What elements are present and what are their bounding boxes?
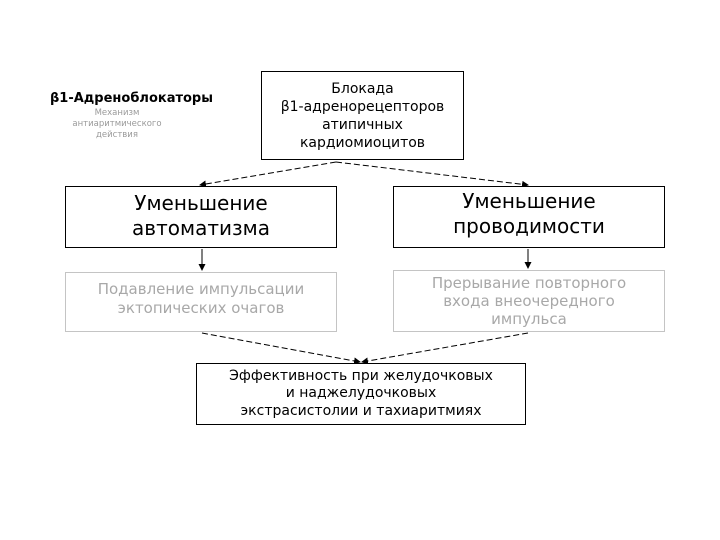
box-interruption-line: импульса	[491, 310, 567, 328]
slide-title: β1-Адреноблокаторы	[50, 91, 213, 106]
box-blockade-line: β1-адренорецепторов	[280, 98, 445, 115]
box-suppression-line: Подавление импульсации	[97, 280, 305, 298]
box-suppression-line: эктопических очагов	[117, 299, 285, 317]
box-effectiveness-line: экстрасистолии и тахиаритмиях	[240, 402, 482, 419]
arrow-interruption-to-effectiveness	[362, 333, 528, 362]
box-interruption-line: входа внеочередного	[443, 292, 615, 310]
box-reduced-automatism	[65, 186, 337, 248]
box-interruption-line: Прерывание повторного	[431, 274, 627, 292]
box-blockade-line: кардиомиоцитов	[299, 134, 426, 151]
box-effectiveness	[196, 363, 526, 425]
slide-subtitle: Механизм антиаритмического действия	[72, 108, 162, 140]
arrow-blockade-to-automatism	[200, 162, 336, 185]
box-effectiveness-line: и наджелудочковых	[285, 385, 437, 402]
box-reentry-interruption	[393, 270, 665, 332]
box-reduced-conduction	[393, 186, 665, 248]
arrow-suppression-to-effectiveness	[202, 333, 360, 362]
box-blockade-line: Блокада	[331, 80, 394, 97]
box-ectopic-suppression	[65, 272, 337, 332]
box-conduction-line: проводимости	[453, 214, 605, 238]
box-automatism-line: Уменьшение	[134, 191, 268, 215]
box-blockade-line: атипичных	[322, 116, 403, 133]
box-effectiveness-line: Эффективность при желудочковых	[229, 367, 493, 384]
box-blockade	[261, 71, 464, 160]
box-conduction-line: Уменьшение	[462, 189, 596, 213]
arrow-blockade-to-conduction	[336, 162, 528, 185]
box-automatism-line: автоматизма	[132, 216, 270, 240]
